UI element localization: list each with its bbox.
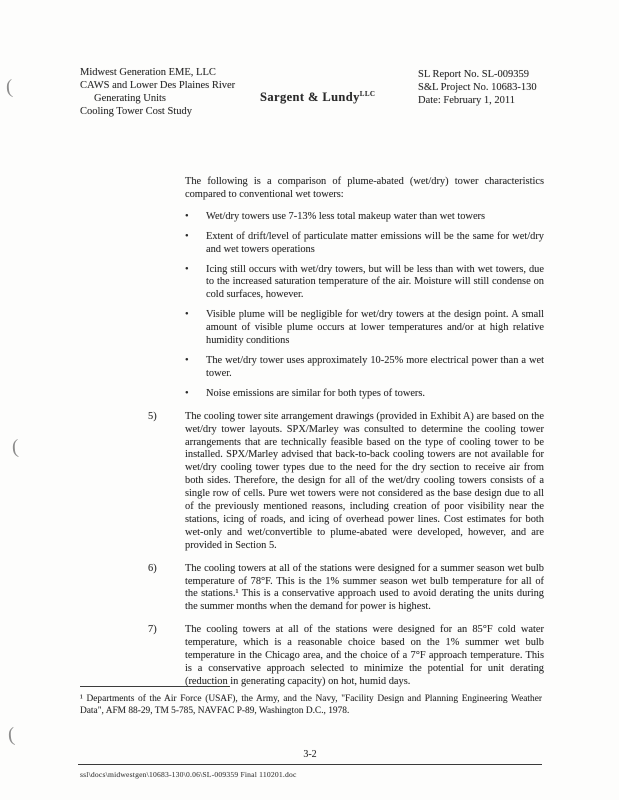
- bullet-text: Icing still occurs with wet/dry towers, but will be less than with wet towers, due to the increased saturation temperature of the air. Moisture will still condense on cold surfaces, however.: [206, 263, 544, 301]
- bullet-list: [148, 211, 544, 401]
- intro-paragraph: The following is a comparison of plume-abated (wet/dry) tower characteristics compared to conventional wet towers:: [185, 176, 544, 200]
- bullet-item: [185, 309, 544, 348]
- report-subject-line2: Generating Units: [94, 93, 167, 104]
- company-name: Midwest Generation EME, LLC: [80, 67, 216, 78]
- bullet-item: [185, 355, 544, 381]
- scan-artifact: (: [11, 435, 20, 459]
- bullet-icon: •: [185, 210, 189, 222]
- bullet-icon: •: [185, 230, 189, 242]
- header-right-block: [418, 68, 537, 107]
- report-date: Date: February 1, 2011: [418, 95, 516, 106]
- bullet-icon: •: [185, 263, 189, 275]
- bullet-item: [185, 388, 544, 401]
- footnote-separator: [80, 686, 230, 687]
- bullet-text: Wet/dry towers use 7-13% less total makeup water than wet towers: [206, 210, 486, 222]
- bullet-item: [185, 211, 544, 224]
- bullet-text: Noise emissions are similar for both types of towers.: [206, 387, 426, 399]
- item-text: The cooling towers at all of the stations were designed for an 85°F cold water temperature, which is a reasonable choice based on the 1% summer wet bulb temperature in the Chicago area, and the choice of a 7°F approach temperature. This is a conservative approach selected to minimize the potential for unit derating (reduction in generating capacity) on hot, humid days.: [185, 624, 544, 687]
- report-number: SL Report No. SL-009359: [418, 69, 530, 80]
- project-number: S&L Project No. 10683-130: [418, 82, 537, 93]
- bullet-icon: •: [185, 309, 189, 321]
- file-path: ssl\docs\midwestgen\10683-130\0.06\SL-009359 Final 110201.doc: [80, 770, 297, 779]
- bullet-icon: •: [185, 387, 189, 399]
- report-subject-line1: CAWS and Lower Des Plaines River: [80, 80, 236, 91]
- logo-llc-superscript: LLC: [359, 90, 376, 98]
- bullet-text: Visible plume will be negligible for wet/dry towers at the design point. A small amount of visible plume occurs at lower temperatures and/or at high relative humidity conditions: [206, 309, 544, 347]
- item-text: The cooling towers at all of the stations were designed for a summer season wet bulb temperature of 78°F. This is the 1% summer season wet bulb temperature for all of the stations.¹ This is a conservative approach used to avoid derating the units during the summer months when the demand for power is highest.: [185, 562, 544, 613]
- item-number: 7): [148, 624, 157, 636]
- bullet-item: [185, 231, 544, 257]
- body-content: [148, 176, 544, 689]
- numbered-item-6: [148, 563, 544, 615]
- scan-artifact: (: [7, 723, 16, 747]
- footnote-text: ¹ Departments of the Air Force (USAF), the Army, and the Navy, "Facility Design and Planning Engineering Weather Data", AFM 88-29, TM 5-785, NAVFAC P-89, Washington D.C., 1978.: [80, 694, 542, 716]
- bullet-icon: •: [185, 354, 189, 366]
- sargent-lundy-logo: [260, 90, 375, 105]
- item-text: The cooling tower site arrangement drawings (provided in Exhibit A) are based on the wet/dry tower layouts. SPX/Marley was consulted to determine the cooling tower arrangements that are technically feasible based on the type of cooling tower to be installed. SPX/Marley advised that back-to-back cooling towers are not available for wet/dry cooling tower types due to the need for the dry section to receive air from both sides. Therefore, the design for all of the wet/dry cooling towers consists of a single row of cells. Pure wet towers were not considered as the base design due to all of the previously mentioned reasons, including creation of poor visibility near the stations, icing of roads, and icing of overhead power lines. Cost estimates for both wet-only and wet/convertible to plume-abated were developed, however, and are provided in Section 5.: [185, 410, 544, 551]
- numbered-item-7: [148, 624, 544, 689]
- bullet-item: [185, 264, 544, 303]
- bullet-text: The wet/dry tower uses approximately 10-25% more electrical power than a wet tower.: [206, 354, 544, 379]
- bullet-text: Extent of drift/level of particulate matter emissions will be the same for wet/dry and wet towers operations: [206, 230, 544, 255]
- item-number: 5): [148, 410, 157, 422]
- scan-artifact: (: [5, 75, 14, 99]
- page-number: 3-2: [303, 749, 317, 760]
- item-number: 6): [148, 562, 157, 574]
- footer-divider: [78, 764, 542, 765]
- logo-wordmark: Sargent & Lundy: [260, 90, 360, 105]
- numbered-item-5: [148, 411, 544, 553]
- header-left-block: [80, 66, 235, 118]
- report-title: Cooling Tower Cost Study: [80, 106, 192, 117]
